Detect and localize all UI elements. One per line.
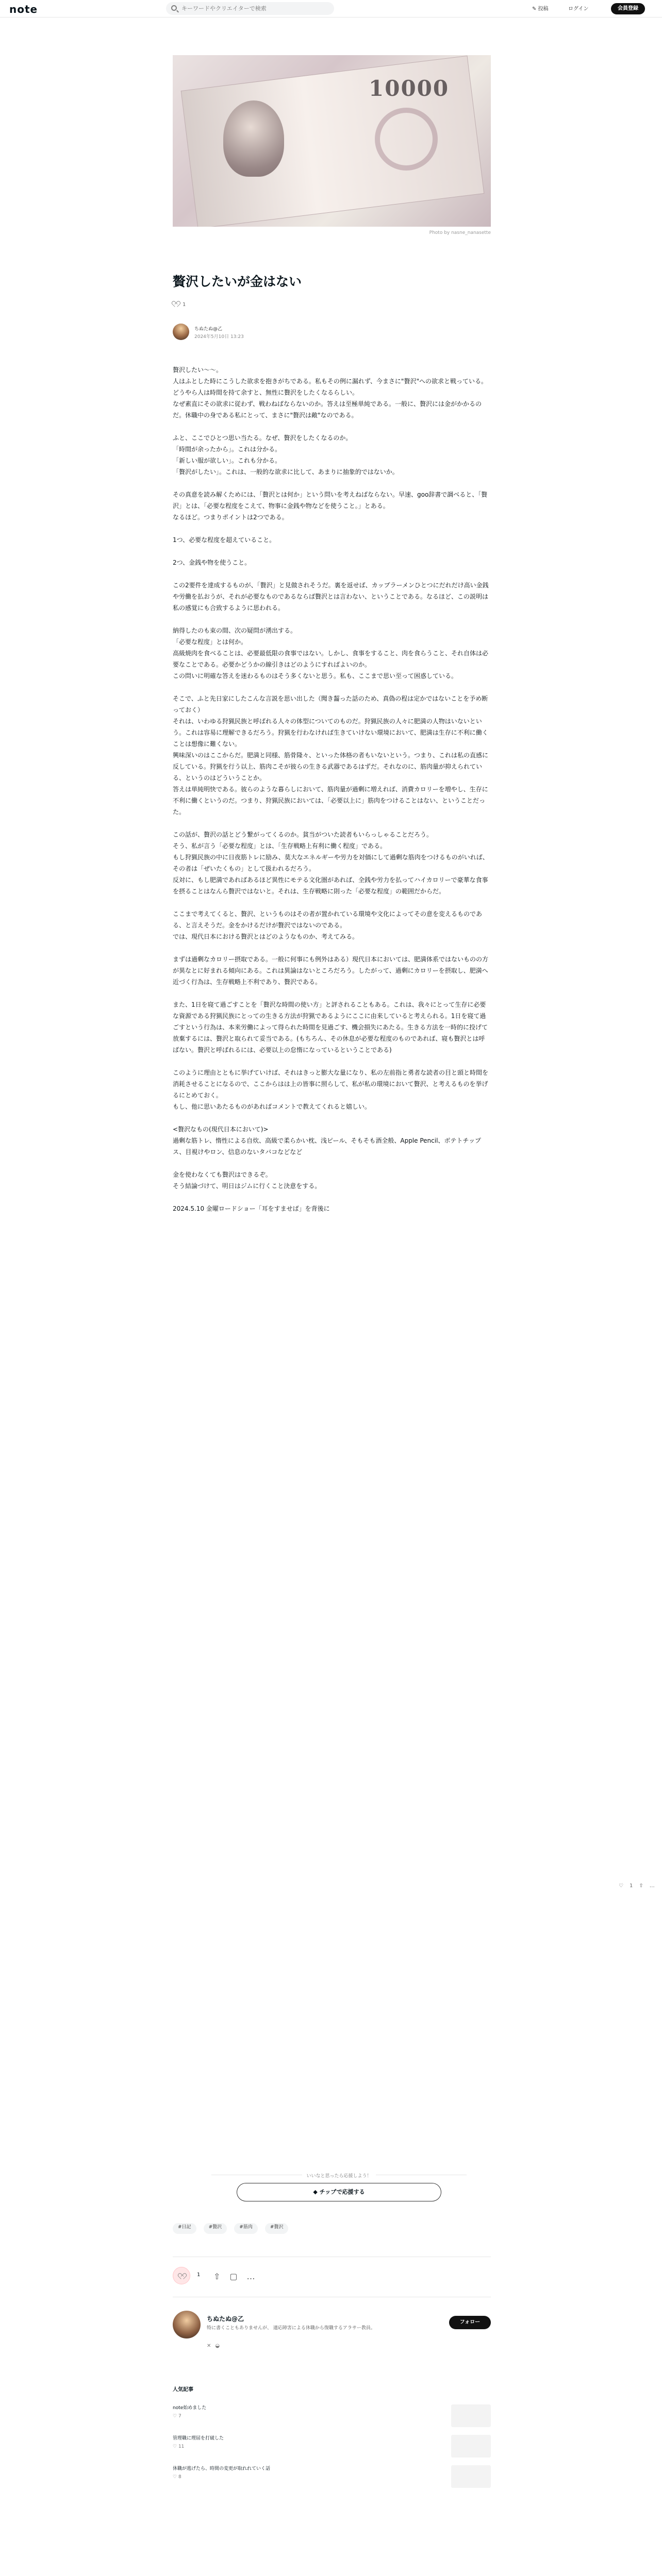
paragraph-spacer xyxy=(173,1112,491,1124)
like-button[interactable] xyxy=(173,2267,190,2284)
article-paragraph: この話が、贅沢の話とどう繋がってくるのか。貧当がついた読者もいらっしゃることだろう。 xyxy=(173,831,433,838)
popular-item-likes: ♡ 8 xyxy=(173,2475,181,2480)
article-paragraph: 「時間が余ったから」。これは分かる。 xyxy=(173,446,282,453)
cheer-section xyxy=(211,2175,467,2199)
article-paragraph: その真意を読み解くためには、「贅沢とは何か」という問いを考えねばならない。早速、goo辞書で調べると、「贅沢」とは、「必要な程度をこえて、物事に金銭や物などを使うこと。」とある。 xyxy=(173,491,488,510)
floating-like-count: 1 xyxy=(629,1883,639,1889)
article-paragraph: 人はふとした時にこうした欲求を抱きがちである。私もその例に漏れず、今まさに"贅沢"への欲求と戦っている。どうやら人は時間を持て余すと、無性に贅沢をしたくなるらしい。 xyxy=(173,378,487,396)
heart-icon: ♡ xyxy=(173,2414,178,2419)
hero-image xyxy=(173,55,491,227)
paragraph-spacer xyxy=(173,942,491,954)
article-paragraph: 興味深いのはここからだ。肥満と同様、筋骨隆々、といった体格の者もいないという。つまり、これは私の直感に反している。狩猟を行う以上、筋肉こそが彼らの生きる武器であるはずだ。それなのに、筋肉量が抑えられている、というのはどういうことか。 xyxy=(173,752,489,782)
creator-avatar[interactable] xyxy=(173,2311,201,2338)
article-paragraph: 1つ、必要な程度を超えていること。 xyxy=(173,536,276,544)
creator-bio: 特に書くこともありませんが、 適応障害による休職から復職するアラサー教員。 xyxy=(207,2326,375,2331)
article-paragraph: なるほど。つまりポイントは2つである。 xyxy=(173,514,288,521)
popular-articles xyxy=(173,2385,491,2496)
like-count: 1 xyxy=(183,302,186,308)
article-body xyxy=(173,364,491,1214)
creator-card xyxy=(173,2311,491,2358)
publish-date: 2024年5月10日 13:23 xyxy=(194,334,244,340)
more-icon[interactable]: … xyxy=(649,1883,661,1889)
heart-icon[interactable]: ♡ xyxy=(619,1883,630,1889)
gift-icon: ◆ xyxy=(313,2189,320,2195)
article-paragraph: この2要件を達成するものが、「贅沢」と見做されそうだ。裏を返せば、カップラーメンひとつにだれだけ高い金銭や労働を払おうが、それが必要なものであるならば贅沢とは言わない、ということである。なるほど、この説明は私の感覚にも合致するように思われる。 xyxy=(173,582,489,612)
article-paragraph: 答えは単純明快である。彼らのような暮らしにおいて、筋肉量が過剰に増えれば、消費カロリーを増やし、生存に不利に働くというのだ。つまり、狩猟民族においては、「必要以上に」筋肉をつけることはない、ということだった。 xyxy=(173,786,488,816)
paragraph-spacer xyxy=(173,614,491,625)
creator-links xyxy=(207,2343,224,2349)
note-logo[interactable]: note xyxy=(9,3,38,15)
article-paragraph: 金を使わなくても贅沢はできるぞ。 xyxy=(173,1171,272,1178)
popular-item-thumbnail[interactable] xyxy=(451,2435,491,2458)
popular-item-title[interactable]: 管理職に理屈を打破した xyxy=(173,2436,224,2441)
article-paragraph: そこで、ふと先日家にしたこんな言説を思い出した（聞き齧った話のため、真偽の程は定かではないことを予め断っておく） xyxy=(173,695,488,714)
tag-item[interactable]: #筋肉 xyxy=(234,2223,258,2234)
cheer-label: いいなと思ったら応援しよう！ xyxy=(211,2172,467,2179)
signup-button[interactable]: 会員登録 xyxy=(611,3,645,14)
post-button[interactable] xyxy=(532,4,549,12)
popular-item[interactable] xyxy=(173,2465,491,2496)
paragraph-spacer xyxy=(173,682,491,693)
popular-item-title[interactable]: note始めました xyxy=(173,2405,207,2411)
paragraph-spacer xyxy=(173,897,491,908)
popular-item-title[interactable]: 休職が逃げたら、時間の変更が取れれていく話 xyxy=(173,2466,271,2471)
tag-item[interactable]: #贅沢 xyxy=(204,2223,227,2234)
article-paragraph: 2024.5.10 金曜ロードショー「耳をすませば」を背後に xyxy=(173,1205,330,1212)
article-title: 贅沢したいが金はない xyxy=(173,274,302,289)
more-icon[interactable]: … xyxy=(246,2272,264,2281)
popular-item-likes: ♡ 7 xyxy=(173,2414,181,2419)
site-header xyxy=(0,0,662,18)
paragraph-spacer xyxy=(173,421,491,432)
paragraph-spacer xyxy=(173,523,491,534)
article-paragraph: 「必要な程度」とは何か。 xyxy=(173,638,247,646)
article-paragraph: 過剰な筋トレ、惰性による自炊、高級で柔らかい枕、浅ピール、そもそも酒全般、Apple Pencil、ボテトチップス、目視けやロン、信息のないタバコなどなど xyxy=(173,1137,482,1156)
login-button[interactable]: ログイン xyxy=(568,6,589,12)
article-paragraph: 「贅沢がしたい」。これは、一般的な欲求に比して、あまりに抽象的ではないか。 xyxy=(173,468,399,476)
portrait-image xyxy=(223,100,284,177)
search-input[interactable] xyxy=(181,4,326,13)
article-like-count[interactable] xyxy=(173,301,186,308)
tag-item[interactable]: #日記 xyxy=(173,2223,196,2234)
watermark-ring xyxy=(375,108,438,171)
article-paragraph: そう、私が言う「必要な程度」とは、「生存戦略上有利に働く程度」である。 xyxy=(173,842,387,850)
paragraph-spacer xyxy=(173,546,491,557)
popular-item-thumbnail[interactable] xyxy=(451,2465,491,2488)
paragraph-spacer xyxy=(173,478,491,489)
like-action[interactable] xyxy=(173,2267,209,2281)
paragraph-spacer xyxy=(173,568,491,580)
article-paragraph: 納得したのも束の間、次の疑問が湧出する。 xyxy=(173,627,297,634)
search-box[interactable] xyxy=(166,2,334,15)
article-paragraph: もし、他に思いあたるものがあればコメントで教えてくれると嬉しい。 xyxy=(173,1103,371,1110)
like-count: 1 xyxy=(197,2272,201,2278)
image-credit[interactable]: Photo by nasne_nanasette xyxy=(429,230,491,235)
author-info[interactable] xyxy=(173,324,379,342)
post-label: 投稿 xyxy=(538,6,549,12)
article-paragraph: ここまで考えてくると、贅沢、というものはその者が置かれている環境や文化によってその意を変えるものである、と言えそうだ。金をかけるだけが贅沢ではないのである。 xyxy=(173,910,483,929)
article-paragraph: この問いに明確な答えを迷わるものはそう多くないと思う。私も、ここまで思い至って困惑している。 xyxy=(173,672,458,680)
popular-item-likes: ♡ 11 xyxy=(173,2444,185,2449)
share-icon[interactable]: ⇧ xyxy=(213,2272,230,2281)
follow-button[interactable]: フォロー xyxy=(449,2316,491,2329)
article-paragraph: 高級焼肉を食べることは、必要最低限の食事ではない。しかし、食事をすること、肉を食らうこと、それ自体は必要なことである。必要かどうかの線引きはどのようにすればよいのか。 xyxy=(173,650,489,668)
article-actions xyxy=(213,2272,264,2281)
heart-icon: ♡ xyxy=(173,2444,178,2449)
article-paragraph: ふと、ここでひとつ思い当たる。なぜ、贅沢をしたくなるのか。 xyxy=(173,434,352,442)
tip-button-label: チップで応援する xyxy=(319,2189,365,2195)
paragraph-spacer xyxy=(173,1056,491,1067)
rss-icon[interactable]: ◒ xyxy=(215,2343,224,2349)
article-paragraph: <贅沢なもの(現代日本において)> xyxy=(173,1126,269,1133)
article-paragraph: そう結論づけて、明日はジムに行くこと決意をする。 xyxy=(173,1182,321,1190)
author-avatar[interactable] xyxy=(173,324,189,340)
article-paragraph: 2つ、金銭や物を使うこと。 xyxy=(173,559,251,566)
article-paragraph: まずは過剰なカロリー摂取である。一般に何事にも例外はある）現代日本においては、肥満体系ではないものの方が異なとに好まれる傾向にある。これは異論はないところだろう。したがって、過剰にカロリーを摂取し、肥満へ近づく行為は、生存戦略上不利であり、贅沢である。 xyxy=(173,956,489,986)
paragraph-spacer xyxy=(173,1158,491,1169)
popular-title: 人気記事 xyxy=(173,2387,193,2393)
heart-icon xyxy=(179,2274,185,2279)
article-paragraph: それは、いわゆる狩猟民族と呼ばれる人々の体型についてのものだ。狩猟民族の人々に肥満の人物はいないという。これは容易に理解できるだろう。狩猟を行わなければ生きていけない環境において、肥満は生存に不利に働くことは想像に難くない。 xyxy=(173,718,488,748)
banknote-number: 10000 xyxy=(369,76,450,101)
article-paragraph: なぜ素直にその欲求に従わず、戦わねばならないのか。答えは至極単純である。一般に、贅沢には金がかかるのだ。休職中の身である私にとって、まさに"贅沢は敵"なのである。 xyxy=(173,400,482,419)
article-paragraph: また、1日を寝て過ごすことを「贅沢な時間の使い方」と評されることもある。これは、我々にとって生存に必要な資源である狩猟民族にとっての生きる方法が狩猟であるようにここに由来していると考えられる。1日を寝て過ごすという行為は、本来労働によって得られた時間を見過ごす、機会損失にあたる。生きる方法を一時的に投げて放棄するには、贅沢と取られて妥当である。(もちろん、その休息が必要な程度のものであれば、寝も贅沢とは呼ばない。贅沢と呼ばれるには、必要以上の怠惰になっているということである) xyxy=(173,1001,488,1054)
tag-item[interactable]: #贅沢 xyxy=(265,2223,289,2234)
paragraph-spacer xyxy=(173,818,491,829)
article-paragraph: では、現代日本における贅沢とはどのようなものか、考えてみる。 xyxy=(173,933,359,940)
tag-list xyxy=(173,2221,491,2234)
author-name[interactable]: ちぬたぬ@乙 xyxy=(194,327,223,332)
bookmark-icon[interactable]: ▢ xyxy=(229,2272,247,2281)
share-icon[interactable]: ⇧ xyxy=(639,1883,650,1889)
search-icon xyxy=(171,5,177,11)
popular-item[interactable] xyxy=(173,2435,491,2465)
x-icon[interactable]: ✕ xyxy=(207,2343,216,2349)
article-paragraph: 「新しい服が欲しい」。これも分かる。 xyxy=(173,457,282,464)
article-paragraph: 反対に、もし肥満であればあるほど異性にモテる文化圏があれば、全銭や労力を払ってハイカロリーで豪華な食事を摂ることはなんら贅沢ではないと。それは、生存戦略に則った「必要な程度」の範囲だからだ。 xyxy=(173,876,488,895)
floating-actions xyxy=(619,1883,661,1889)
popular-item[interactable] xyxy=(173,2404,491,2435)
article-paragraph: このように理由とともに挙げていけば、それはきっと膨大な量になり、私の左前指と勇者な読者の目と頭と時間を消耗させることになるので、ここからはは上の皆事に照らして、私が私の環境において贅沢、と考えるものを挙げるにとめておく。 xyxy=(173,1069,489,1099)
pen-icon: ✎ xyxy=(532,6,538,12)
article-paragraph: 贅沢したい～～。 xyxy=(173,366,223,374)
popular-item-thumbnail[interactable] xyxy=(451,2404,491,2427)
heart-icon: ♡ xyxy=(173,2475,178,2480)
creator-name[interactable]: ちぬたぬ@乙 xyxy=(207,2315,244,2323)
heart-icon xyxy=(173,301,178,307)
tip-button[interactable] xyxy=(237,2183,441,2201)
paragraph-spacer xyxy=(173,1192,491,1203)
article-paragraph: もし狩猟民族の中に日夜筋トレに励み、莫大なエネルギーや労力を対価にして過剰な筋肉をつけるものがいれば、その者は「ぜいたくもの」として扱われるだろう。 xyxy=(173,854,489,872)
paragraph-spacer xyxy=(173,988,491,999)
